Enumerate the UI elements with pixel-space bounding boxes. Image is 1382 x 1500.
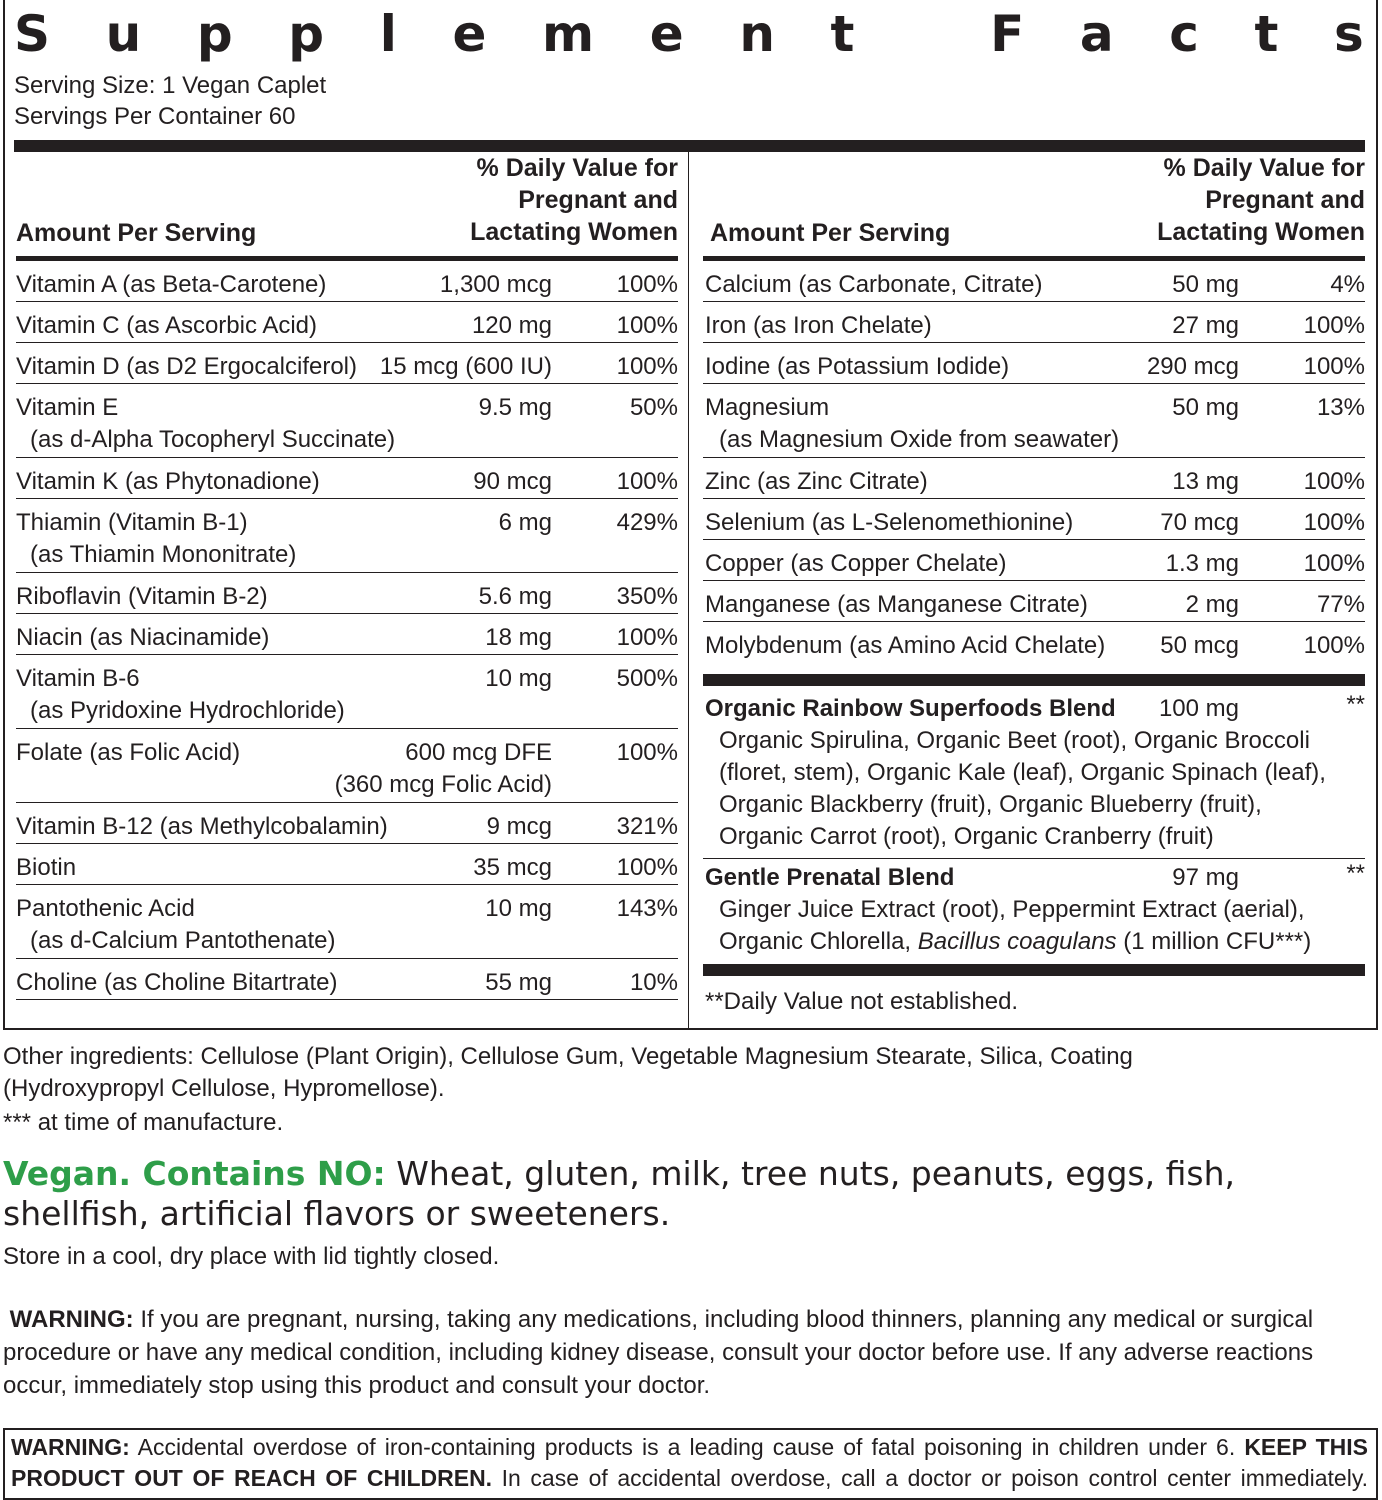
left-header — [16, 152, 678, 256]
nutrient-row — [703, 343, 1365, 384]
nutrient-amount: 1,300 mcg — [439, 271, 552, 298]
nutrient-row — [16, 614, 678, 655]
blend-line: Ginger Juice Extract (root), Peppermint Extract (aerial), — [719, 896, 1305, 923]
nutrient-name: Iron (as Iron Chelate) — [705, 312, 932, 339]
nutrient-source: (as d-Calcium Pantothenate) — [30, 927, 336, 954]
blend-line: Organic Carrot (root), Organic Cranberry (fruit) — [719, 823, 1214, 850]
warning-label: WARNING: — [9, 1306, 134, 1333]
title-letter: e — [649, 5, 684, 63]
nutrient-daily-value: 100% — [616, 468, 678, 495]
title-letter: e — [452, 5, 487, 63]
nutrient-amount: 9.5 mg — [478, 394, 552, 421]
dv-line: Lactating Women — [1157, 218, 1365, 246]
column-separator — [688, 152, 689, 1030]
nutrient-row — [16, 458, 678, 499]
nutrient-row — [703, 384, 1365, 458]
blend-dv: ** — [1346, 860, 1365, 887]
warning-text: If you are pregnant, nursing, taking any medications, including blood thinners, planning any medical or surgical procedure or have any medical condition, including kidney disease, consult your doctor before use. If any adverse reactions occur, immediately stop using this product and consult your doctor. — [3, 1306, 1314, 1399]
nutrient-daily-value: 100% — [1303, 509, 1365, 536]
nutrient-amount: 70 mcg — [1160, 509, 1239, 536]
nutrient-daily-value: 100% — [616, 624, 678, 651]
nutrient-daily-value: 100% — [1303, 468, 1365, 495]
nutrient-amount: 13 mg — [1172, 468, 1239, 495]
amount-per-serving-label: Amount Per Serving — [16, 219, 257, 247]
nutrient-amount: 600 mcg DFE — [405, 739, 552, 766]
nutrient-daily-value: 100% — [616, 312, 678, 339]
nutrient-daily-value: 100% — [616, 854, 678, 881]
nutrient-amount: 5.6 mg — [478, 583, 552, 610]
warning-text: Accidental overdose of iron-containing products is a leading cause of fatal poisoning in children under 6. — [129, 1434, 1245, 1460]
nutrient-name: Biotin — [16, 854, 77, 881]
warning-label: WARNING: — [11, 1434, 130, 1460]
title-letter: l — [379, 5, 397, 63]
text-line: (Hydroxypropyl Cellulose, Hypromellose). — [3, 1075, 445, 1102]
nutrient-name: Vitamin B-12 (as Methylcobalamin) — [16, 813, 388, 840]
servings-per-container: Servings Per Container 60 — [14, 103, 296, 130]
nutrient-amount: 15 mcg (600 IU) — [379, 353, 552, 380]
nutrient-name: Folate (as Folic Acid) — [16, 739, 241, 766]
nutrient-amount: 290 mcg — [1146, 353, 1239, 380]
nutrient-name: Vitamin E — [16, 394, 119, 421]
superfoods-blend — [705, 693, 1365, 853]
nutrient-row — [16, 261, 678, 302]
nutrient-daily-value: 50% — [629, 394, 678, 421]
title-letter: m — [542, 5, 595, 63]
storage-note: Store in a cool, dry place with lid tightly closed. — [3, 1243, 500, 1270]
nutrient-amount: 2 mg — [1185, 591, 1239, 618]
nutrient-source: (as Magnesium Oxide from seawater) — [719, 426, 1120, 453]
nutrient-amount: 50 mg — [1172, 271, 1239, 298]
nutrient-daily-value: 13% — [1316, 394, 1365, 421]
nutrient-amount: 18 mg — [485, 624, 552, 651]
nutrient-name: Manganese (as Manganese Citrate) — [705, 591, 1088, 618]
warning-general — [3, 1303, 1363, 1402]
nutrient-amount-detail: (360 mcg Folic Acid) — [334, 771, 552, 798]
blend-amount: 100 mg — [1158, 695, 1239, 722]
nutrient-row — [16, 803, 678, 844]
nutrient-daily-value: 100% — [616, 271, 678, 298]
blend-italic-text: Bacillus coagulans — [917, 928, 1117, 955]
nutrient-amount: 35 mcg — [473, 854, 552, 881]
nutrient-daily-value: 321% — [616, 813, 678, 840]
nutrient-amount: 27 mg — [1172, 312, 1239, 339]
blend-divider — [703, 858, 1365, 859]
title-letter: p — [196, 5, 233, 63]
nutrient-daily-value: 100% — [1303, 632, 1365, 659]
nutrient-source: (as Thiamin Mononitrate) — [30, 541, 297, 568]
nutrient-row — [16, 499, 678, 573]
nutrient-name: Vitamin B-6 — [16, 665, 140, 692]
nutrient-row — [703, 581, 1365, 622]
dv-line: % Daily Value for — [476, 154, 678, 182]
dv-line: Pregnant and — [1205, 186, 1365, 214]
title-letter: S — [14, 5, 51, 63]
serving-size: Serving Size: 1 Vegan Caplet — [14, 72, 327, 99]
nutrient-row — [703, 261, 1365, 302]
vegan-statement — [3, 1154, 1373, 1234]
nutrient-row — [16, 343, 678, 384]
nutrient-daily-value: 100% — [1303, 312, 1365, 339]
blend-dv: ** — [1346, 691, 1365, 718]
nutrient-amount: 55 mg — [485, 969, 552, 996]
blend-ingredients — [719, 894, 1349, 958]
nutrient-daily-value: 77% — [1316, 591, 1365, 618]
prenatal-blend — [705, 862, 1365, 962]
blend-text: Organic Chlorella, — [719, 928, 918, 955]
nutrient-row — [16, 655, 678, 729]
blend-name: Gentle Prenatal Blend — [705, 864, 955, 891]
title-letter: c — [1169, 5, 1199, 63]
nutrient-source: (as d-Alpha Tocopheryl Succinate) — [30, 426, 396, 453]
nutrient-name: Riboflavin (Vitamin B-2) — [16, 583, 268, 610]
vegan-text: Wheat, gluten, milk, tree nuts, peanuts, eggs, fish, shellfish, artificial flavors or sweeteners. — [3, 1154, 1235, 1233]
manufacture-note: *** at time of manufacture. — [3, 1109, 284, 1136]
nutrient-amount: 10 mg — [485, 895, 552, 922]
other-ingredients — [3, 1041, 1373, 1139]
nutrient-name: Pantothenic Acid — [16, 895, 195, 922]
nutrient-daily-value: 100% — [1303, 353, 1365, 380]
nutrient-daily-value: 4% — [1330, 271, 1365, 298]
blend-thick-rule — [703, 674, 1365, 686]
top-thick-rule — [14, 140, 1365, 152]
nutrient-amount: 6 mg — [498, 509, 552, 536]
blend-line: Organic Blackberry (fruit), Organic Blueberry (fruit), — [719, 791, 1262, 818]
panel-title — [14, 6, 1364, 62]
keep-out-of-reach: KEEP THIS PRODUCT OUT OF REACH OF CHILDREN. — [11, 1434, 1368, 1491]
title-letter: s — [1334, 5, 1364, 63]
nutrient-row — [16, 573, 678, 614]
nutrient-amount: 50 mcg — [1160, 632, 1239, 659]
nutrient-source: (as Pyridoxine Hydrochloride) — [30, 697, 345, 724]
nutrient-row — [16, 959, 678, 1000]
nutrient-row — [16, 844, 678, 885]
blend-line — [719, 926, 1349, 958]
nutrient-daily-value: 350% — [616, 583, 678, 610]
nutrient-amount: 120 mg — [471, 312, 552, 339]
nutrient-name: Vitamin A (as Beta-Carotene) — [16, 271, 327, 298]
nutrient-daily-value: 100% — [616, 353, 678, 380]
nutrient-name: Calcium (as Carbonate, Citrate) — [705, 271, 1043, 298]
blend-name: Organic Rainbow Superfoods Blend — [705, 695, 1116, 722]
title-letter: u — [105, 5, 142, 63]
amount-per-serving-label: Amount Per Serving — [710, 219, 951, 247]
nutrient-daily-value: 143% — [616, 895, 678, 922]
nutrient-name: Molybdenum (as Amino Acid Chelate) — [705, 632, 1106, 659]
nutrient-name: Choline (as Choline Bitartrate) — [16, 969, 338, 996]
nutrient-daily-value: 500% — [616, 665, 678, 692]
nutrient-row — [703, 540, 1365, 581]
blend-ingredients — [719, 725, 1349, 853]
nutrient-amount: 90 mcg — [473, 468, 552, 495]
dv-line: Pregnant and — [518, 186, 678, 214]
nutrient-daily-value: 429% — [616, 509, 678, 536]
iron-warning-box — [3, 1428, 1378, 1500]
right-nutrient-rows — [703, 261, 1365, 662]
nutrient-amount: 9 mcg — [486, 813, 552, 840]
vegan-heading: Vegan. Contains NO: — [3, 1154, 386, 1193]
blend-line: (floret, stem), Organic Kale (leaf), Organic Spinach (leaf), — [719, 759, 1326, 786]
left-nutrient-rows — [16, 261, 678, 1000]
nutrient-daily-value: 100% — [616, 739, 678, 766]
daily-value-label — [1157, 152, 1365, 248]
nutrient-name: Vitamin D (as D2 Ergocalciferol) — [16, 353, 358, 380]
right-header — [703, 152, 1365, 256]
nutrient-daily-value: 10% — [629, 969, 678, 996]
blend-amount: 97 mg — [1172, 864, 1239, 891]
bottom-thick-rule — [703, 964, 1365, 976]
nutrient-row — [16, 729, 678, 803]
nutrient-amount: 1.3 mg — [1165, 550, 1239, 577]
left-column — [16, 152, 678, 1000]
warning-text: In case of accidental overdose, call a doctor or poison control center immediately. — [492, 1465, 1368, 1491]
dv-note: **Daily Value not established. — [705, 988, 1019, 1015]
title-letter: F — [990, 5, 1025, 63]
nutrient-name: Magnesium — [705, 394, 830, 421]
nutrient-row — [16, 302, 678, 343]
title-letter: n — [739, 5, 775, 63]
nutrient-row — [703, 302, 1365, 343]
nutrient-row — [703, 499, 1365, 540]
title-letter: a — [1079, 5, 1114, 63]
right-column — [703, 152, 1365, 662]
nutrient-name: Thiamin (Vitamin B-1) — [16, 509, 248, 536]
nutrient-row — [703, 622, 1365, 662]
nutrient-amount: 10 mg — [485, 665, 552, 692]
nutrient-name: Copper (as Copper Chelate) — [705, 550, 1007, 577]
nutrient-row — [16, 885, 678, 959]
nutrient-name: Zinc (as Zinc Citrate) — [705, 468, 928, 495]
dv-line: Lactating Women — [470, 218, 678, 246]
nutrient-daily-value: 100% — [1303, 550, 1365, 577]
nutrient-name: Niacin (as Niacinamide) — [16, 624, 270, 651]
blend-line: Organic Spirulina, Organic Beet (root), Organic Broccoli — [719, 727, 1310, 754]
dv-line: % Daily Value for — [1163, 154, 1365, 182]
nutrient-name: Vitamin C (as Ascorbic Acid) — [16, 312, 317, 339]
daily-value-label — [470, 152, 678, 248]
nutrient-row — [16, 384, 678, 458]
blend-text: (1 million CFU***) — [1116, 928, 1312, 955]
nutrient-name: Vitamin K (as Phytonadione) — [16, 468, 320, 495]
nutrient-amount: 50 mg — [1172, 394, 1239, 421]
title-letter: p — [288, 5, 325, 63]
nutrient-name: Iodine (as Potassium Iodide) — [705, 353, 1010, 380]
title-letter: t — [830, 5, 855, 63]
nutrient-row — [703, 458, 1365, 499]
title-letter: t — [1254, 5, 1279, 63]
text-line: Other ingredients: Cellulose (Plant Origin), Cellulose Gum, Vegetable Magnesium Stearate, Silica, Coating — [3, 1043, 1133, 1070]
nutrient-name: Selenium (as L-Selenomethionine) — [705, 509, 1074, 536]
